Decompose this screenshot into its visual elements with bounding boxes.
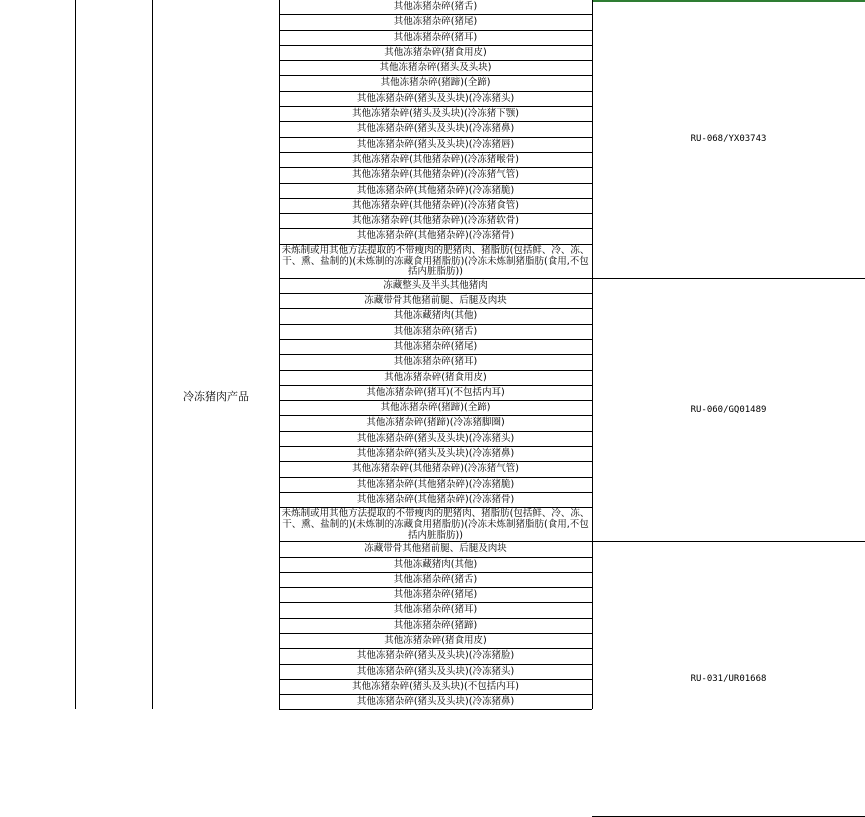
product-row: 其他冻猪杂碎(猪头及头块)(冷冻猪头) <box>279 432 592 447</box>
product-row: 其他冻猪杂碎(猪蹄) <box>279 619 592 634</box>
product-row: 其他冻猪杂碎(其他猪杂碎)(冷冻猪骨) <box>279 229 592 244</box>
product-row: 其他冻猪杂碎(猪耳)(不包括内耳) <box>279 386 592 401</box>
product-row: 其他冻猪杂碎(猪尾) <box>279 588 592 603</box>
product-row: 冻藏整头及半头其他猪肉 <box>279 279 592 294</box>
product-row: 其他冻猪杂碎(其他猪杂碎)(冷冻猪软骨) <box>279 214 592 229</box>
product-row: 未炼制或用其他方法提取的不带瘦肉的肥猪肉、猪脂肪(包括鲜、冷、冻、干、熏、盐制的)(未炼制的冻藏食用猪脂肪)(冷冻未炼制猪脂肪(食用,不包括内脏脂肪)) <box>279 245 592 279</box>
column-divider <box>75 0 76 709</box>
product-row: 其他冻猪杂碎(猪尾) <box>279 340 592 355</box>
product-row: 其他冻猪杂碎(猪食用皮) <box>279 371 592 386</box>
product-row: 其他冻藏猪肉(其他) <box>279 309 592 324</box>
product-row: 其他冻猪杂碎(其他猪杂碎)(冷冻猪食管) <box>279 199 592 214</box>
product-row: 其他冻猪杂碎(猪舌) <box>279 0 592 15</box>
product-row: 其他冻猪杂碎(猪食用皮) <box>279 634 592 649</box>
registration-code-cell: RU-031/UR01668 <box>592 542 865 817</box>
product-row: 其他冻藏猪肉(其他) <box>279 558 592 573</box>
product-row: 其他冻猪杂碎(其他猪杂碎)(冷冻猪气管) <box>279 462 592 477</box>
product-row: 其他冻猪杂碎(其他猪杂碎)(冷冻猪喉骨) <box>279 153 592 168</box>
product-row: 其他冻猪杂碎(猪耳) <box>279 355 592 370</box>
product-row: 其他冻猪杂碎(猪头及头块)(冷冻猪头) <box>279 665 592 680</box>
product-row: 冻藏带骨其他猪前腿、后腿及肉块 <box>279 542 592 557</box>
product-row: 其他冻猪杂碎(其他猪杂碎)(冷冻猪脆) <box>279 184 592 199</box>
product-row: 其他冻猪杂碎(猪头及头块) <box>279 61 592 76</box>
product-row: 其他冻猪杂碎(猪蹄)(全蹄) <box>279 401 592 416</box>
product-row: 未炼制或用其他方法提取的不带瘦肉的肥猪肉、猪脂肪(包括鲜、冷、冻、干、熏、盐制的)(未炼制的冻藏食用猪脂肪)(冷冻未炼制猪脂肪(食用,不包括内脏脂肪)) <box>279 508 592 542</box>
product-row: 其他冻猪杂碎(猪舌) <box>279 325 592 340</box>
product-category-cell: 冷冻猪肉产品 <box>183 390 249 403</box>
product-row: 其他冻猪杂碎(其他猪杂碎)(冷冻猪脆) <box>279 478 592 493</box>
product-name-column <box>279 0 592 710</box>
product-row: 其他冻猪杂碎(猪尾) <box>279 15 592 30</box>
product-row: 其他冻猪杂碎(猪蹄)(冷冻猪脚圈) <box>279 416 592 431</box>
product-row: 其他冻猪杂碎(猪头及头块)(冷冻猪下颚) <box>279 107 592 122</box>
registration-code-cell: RU-060/GQ01489 <box>592 279 865 543</box>
product-row: 其他冻猪杂碎(其他猪杂碎)(冷冻猪气管) <box>279 168 592 183</box>
column-divider <box>152 0 153 709</box>
product-row: 其他冻猪杂碎(猪头及头块)(冷冻猪唇) <box>279 138 592 153</box>
product-row: 其他冻猪杂碎(猪头及头块)(不包括内耳) <box>279 680 592 695</box>
product-row: 其他冻猪杂碎(猪食用皮) <box>279 46 592 61</box>
product-row: 其他冻猪杂碎(猪蹄)(全蹄) <box>279 76 592 91</box>
product-row: 其他冻猪杂碎(猪耳) <box>279 31 592 46</box>
product-row: 其他冻猪杂碎(猪头及头块)(冷冻猪鼻) <box>279 447 592 462</box>
registration-code-cell: RU-068/YX03743 <box>592 0 865 279</box>
product-row: 其他冻猪杂碎(猪头及头块)(冷冻猪鼻) <box>279 122 592 137</box>
product-row: 其他冻猪杂碎(猪舌) <box>279 573 592 588</box>
product-row: 其他冻猪杂碎(猪头及头块)(冷冻猪脸) <box>279 649 592 664</box>
product-row: 冻藏带骨其他猪前腿、后腿及肉块 <box>279 294 592 309</box>
product-row: 其他冻猪杂碎(猪头及头块)(冷冻猪头) <box>279 92 592 107</box>
product-row: 其他冻猪杂碎(其他猪杂碎)(冷冻猪骨) <box>279 493 592 508</box>
product-row: 其他冻猪杂碎(猪耳) <box>279 603 592 618</box>
product-row: 其他冻猪杂碎(猪头及头块)(冷冻猪鼻) <box>279 695 592 710</box>
